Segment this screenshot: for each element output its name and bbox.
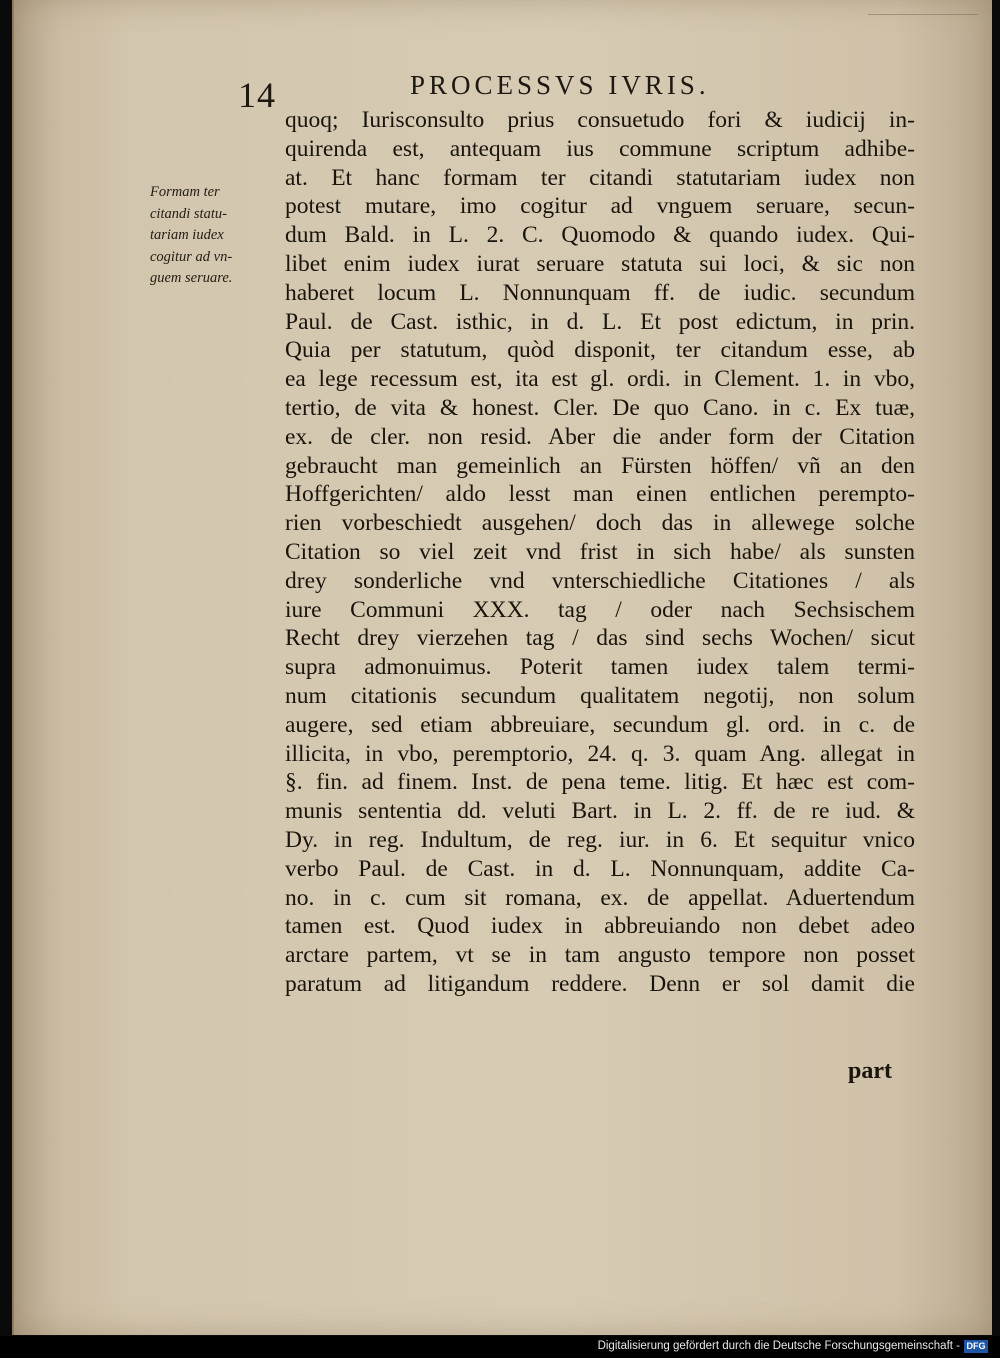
margin-note-line: cogitur ad vn- — [150, 248, 233, 265]
text-line: arctare partem, vt se in tam angusto tempore non posset — [285, 942, 915, 969]
text-line: §. fin. ad finem. Inst. de pena teme. litig. Et hæc est com- — [285, 769, 915, 796]
text-line: at. Et hanc formam ter citandi statutariam iudex non — [285, 164, 915, 191]
text-line: supra admonuimus. Poterit tamen iudex talem termi- — [285, 654, 915, 681]
running-head: PROCESSVS IVRIS. — [410, 70, 710, 100]
text-line: Recht drey vierzehen tag / das sind sechs Wochen/ sicut — [285, 625, 915, 652]
body-text — [285, 106, 915, 999]
text-line: verbo Paul. de Cast. in d. L. Nonnunquam, addite Ca- — [285, 855, 915, 882]
margin-note — [150, 182, 280, 290]
text-line: illicita, in vbo, peremptorio, 24. q. 3. quam Ang. allegat in — [285, 740, 915, 767]
text-line: quoq; Iurisconsulto prius consuetudo fori & iudicij in- — [285, 107, 915, 133]
text-line: rien vorbeschiedt ausgehen/ doch das in allewege solche — [285, 510, 915, 537]
text-line: munis sententia dd. veluti Bart. in L. 2. ff. de re iud. & — [285, 798, 915, 825]
text-line: paratum ad litigandum reddere. Denn er sol damit die — [285, 970, 915, 997]
text-line: augere, sed etiam abbreuiare, secundum gl. ord. in c. de — [285, 711, 915, 738]
text-line: Paul. de Cast. isthic, in d. L. Et post edictum, in prin. — [285, 308, 915, 335]
text-line: gebraucht man gemeinlich an Fürsten höffen/ vñ an den — [285, 452, 915, 479]
text-line: tamen est. Quod iudex in abbreuiando non debet adeo — [285, 913, 915, 940]
margin-note-line: guem seruare. — [150, 270, 233, 286]
text-line: drey sonderliche vnd vnterschiedliche Citationes / als — [285, 567, 915, 594]
text-line: num citationis secundum qualitatem negotij, non solum — [285, 682, 915, 709]
catchword: part — [848, 1058, 892, 1084]
text-line: quirenda est, antequam ius commune scriptum adhibe- — [285, 135, 915, 162]
margin-note-line: tariam iudex — [150, 227, 224, 243]
page-edge-mark — [868, 0, 978, 15]
text-line: haberet locum L. Nonnunquam ff. de iudic. secundum — [285, 279, 915, 306]
margin-note-line: citandi statu- — [150, 205, 227, 222]
margin-note-line: Formam ter — [150, 184, 220, 200]
text-line: libet enim iudex iurat seruare statuta sui loci, & sic non — [285, 250, 915, 277]
text-line: tertio, de vita & honest. Cler. De quo Cano. in c. Ex tuæ, — [285, 394, 915, 421]
text-line: iure Communi XXX. tag / oder nach Sechsischem — [285, 596, 915, 623]
page-number: 14 — [238, 75, 276, 115]
text-line: no. in c. cum sit romana, ex. de appellat. Aduertendum — [285, 884, 915, 911]
text-line: Quia per statutum, quòd disponit, ter citandum esse, ab — [285, 337, 915, 364]
dfg-logo: DFG — [964, 1340, 988, 1353]
funding-credit: Digitalisierung gefördert durch die Deutsche Forschungsgemeinschaft - — [597, 1340, 960, 1352]
text-line: ea lege recessum est, ita est gl. ordi. in Clement. 1. in vbo, — [285, 366, 915, 393]
text-line: potest mutare, imo cogitur ad vnguem seruare, secun- — [285, 193, 915, 220]
text-line: Dy. in reg. Indultum, de reg. iur. in 6. Et sequitur vnico — [285, 826, 915, 853]
text-line: Citation so viel zeit vnd frist in sich habe/ als sunsten — [285, 538, 915, 565]
text-line: Hoffgerichten/ aldo lesst man einen entlichen perempto- — [285, 481, 915, 508]
text-line: dum Bald. in L. 2. C. Quomodo & quando iudex. Qui- — [285, 222, 915, 249]
text-line: ex. de cler. non resid. Aber die ander form der Citation — [285, 423, 915, 450]
